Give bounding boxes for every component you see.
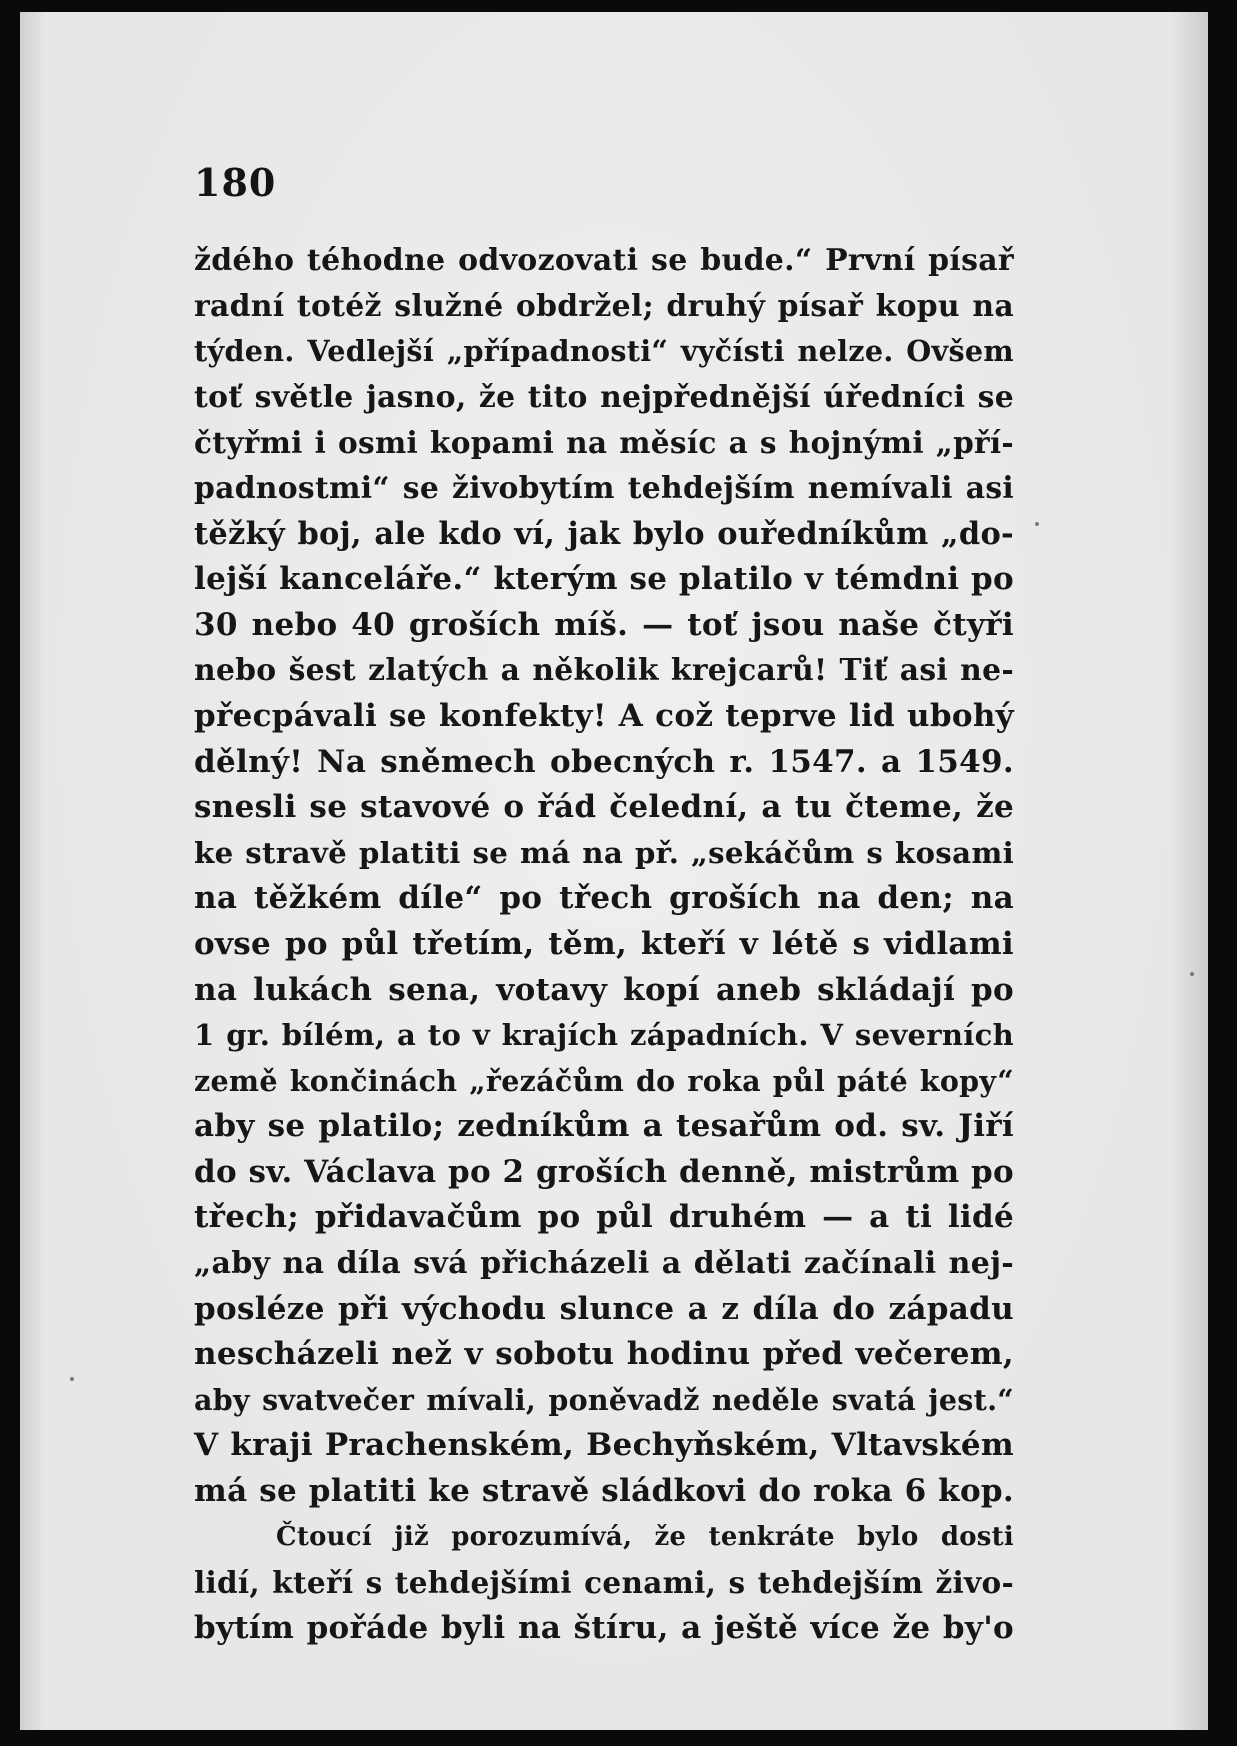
text-line: 30 nebo 40 groších míš. — toť jsou naše čtyři: [194, 606, 1014, 643]
text-line: toť světle jasno, že tito nejpřednější úředníci se: [194, 379, 1014, 415]
text-line: padnostmi“ se živobytím tehdejším nemívali asi: [194, 470, 1014, 506]
text-line: nebo šest zlatých a několik krejcarů! Tiť asi ne-: [194, 653, 1014, 689]
text-line: bytím pořáde byli na štíru, a ještě více že by'o: [194, 1609, 1014, 1646]
text-line: lidí, kteří s tehdejšími cenami, s tehdejším živo-: [194, 1565, 1014, 1601]
paper-speck: [1190, 972, 1194, 976]
text-line: přecpávali se konfekty! A což teprve lid ubohý: [194, 697, 1014, 734]
paragraph-first-line: Čtoucí již porozumívá, že tenkráte bylo dosti: [276, 1521, 1014, 1552]
text-line: 1 gr. bílém, a to v krajích západních. V severních: [194, 1018, 1014, 1053]
text-line: aby se platilo; zedníkům a tesařům od. sv. Jiří: [194, 1108, 1014, 1145]
text-line: „aby na díla svá přicházeli a dělati začínali nej-: [194, 1246, 1014, 1282]
text-line: těžký boj, ale kdo ví, jak bylo ouředníkům „do-: [194, 515, 1014, 552]
text-line: dělný! Na sněmech obecných r. 1547. a 1549.: [194, 743, 1014, 780]
text-line: do sv. Václava po 2 groších denně, mistrům po: [194, 1153, 1014, 1190]
body-text: [194, 238, 1014, 1651]
text-line: země končinách „řezáčům do roka půl páté kopy“: [194, 1063, 1014, 1098]
paper-speck: [1035, 522, 1039, 526]
text-line: aby svatvečer mívali, poněvadž neděle svatá jest.“: [194, 1382, 1014, 1417]
page-number: 180: [194, 160, 277, 205]
text-line: čtyřmi i osmi kopami na měsíc a s hojnými „pří-: [194, 425, 1014, 461]
text-line: V kraji Prachenském, Bechyňském, Vltavském: [194, 1427, 1014, 1464]
text-line: ke stravě platiti se má na př. „sekáčům s kosami: [194, 835, 1014, 870]
text-line: ovse po půl třetím, těm, kteří v létě s vidlami: [194, 925, 1014, 962]
paper-speck: [70, 1377, 74, 1381]
text-line: na lukách sena, votavy kopí aneb skládají po: [194, 971, 1014, 1008]
book-page: [20, 12, 1208, 1730]
text-line: nescházeli než v sobotu hodinu před večerem,: [194, 1336, 1014, 1373]
text-line: snesli se stavové o řád čelední, a tu čteme, že: [194, 789, 1014, 826]
text-line: lejší kanceláře.“ kterým se platilo v témdni po: [194, 561, 1014, 598]
text-line: třech; přidavačům po půl druhém — a ti lidé: [194, 1199, 1014, 1236]
text-line: na těžkém díle“ po třech groších na den; na: [194, 880, 1014, 917]
text-line: týden. Vedlejší „případnosti“ vyčísti nelze. Ovšem: [194, 334, 1014, 369]
text-line: ždého téhodne odvozovati se bude.“ První písař: [194, 243, 1014, 278]
text-line: radní totéž služné obdržel; druhý písař kopu na: [194, 288, 1014, 324]
text-line: posléze při východu slunce a z díla do západu: [194, 1290, 1014, 1327]
text-line: má se platiti ke stravě sládkovi do roka 6 kop.: [194, 1473, 1014, 1510]
